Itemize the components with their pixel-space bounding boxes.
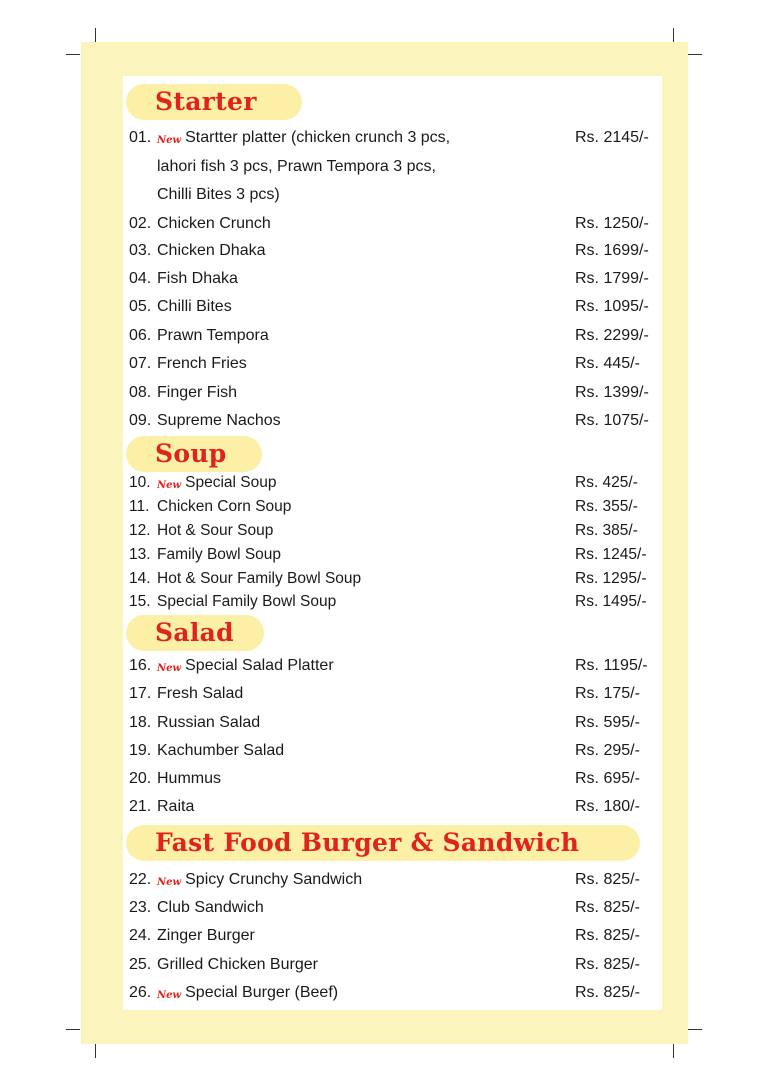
item-name: Russian Salad [157, 714, 261, 731]
item-price: Rs. 1095/- [575, 298, 649, 315]
item-price: Rs. 355/- [575, 498, 638, 515]
item-name: Fresh Salad [157, 685, 244, 702]
item-name: Grilled Chicken Burger [157, 956, 318, 973]
section-title: Starter [155, 87, 257, 116]
item-price: Rs. 825/- [575, 956, 640, 973]
item-price: Rs. 1399/- [575, 384, 649, 401]
crop-mark [95, 1044, 96, 1058]
item-name: Zinger Burger [157, 927, 255, 944]
section-title: Fast Food Burger & Sandwich [155, 828, 580, 857]
item-price: Rs. 2299/- [575, 327, 649, 344]
item-name: Raita [157, 798, 195, 815]
item-number: 02. [129, 215, 152, 232]
item-number: 05. [129, 298, 152, 315]
section-title: Salad [155, 618, 234, 647]
new-badge: New [157, 663, 182, 674]
item-number: 06. [129, 327, 152, 344]
new-badge: New [157, 135, 182, 146]
item-name: New Spicy Crunchy Sandwich [157, 871, 363, 888]
item-number: 07. [129, 355, 152, 372]
item-price: Rs. 175/- [575, 685, 640, 702]
crop-mark [95, 28, 96, 42]
item-name: Finger Fish [157, 384, 238, 401]
item-number: 16. [129, 657, 152, 674]
item-number: 22. [129, 871, 152, 888]
item-number: 15. [129, 593, 151, 610]
crop-mark [688, 1029, 702, 1030]
item-price: Rs. 825/- [575, 871, 640, 888]
item-number: 03. [129, 242, 152, 259]
item-number: 26. [129, 984, 152, 1001]
item-number: 18. [129, 714, 152, 731]
item-price: Rs. 1075/- [575, 412, 649, 429]
item-number: 08. [129, 384, 152, 401]
item-number: 17. [129, 685, 152, 702]
item-price: Rs. 825/- [575, 984, 640, 1001]
new-badge: New [157, 480, 182, 491]
item-name: New Special Soup [157, 474, 277, 491]
item-name: Club Sandwich [157, 899, 264, 916]
item-number: 14. [129, 570, 151, 587]
item-number: 11. [129, 498, 150, 515]
item-name: Prawn Tempora [157, 327, 269, 344]
item-name: Chicken Crunch [157, 215, 271, 232]
crop-mark [688, 54, 702, 55]
item-number: 01. [129, 129, 152, 146]
item-price: Rs. 1195/- [575, 657, 648, 674]
item-price: Rs. 825/- [575, 899, 640, 916]
item-number: 12. [129, 522, 151, 539]
item-price: Rs. 1245/- [575, 546, 647, 563]
item-price: Rs. 385/- [575, 522, 638, 539]
item-price: Rs. 180/- [575, 798, 640, 815]
item-number: 24. [129, 927, 152, 944]
item-price: Rs. 425/- [575, 474, 638, 491]
item-name: New Special Burger (Beef) [157, 984, 339, 1001]
item-number: 10. [129, 474, 151, 491]
crop-mark [673, 1044, 674, 1058]
item-price: Rs. 1295/- [575, 570, 647, 587]
item-price: Rs. 1250/- [575, 215, 649, 232]
item-price: Rs. 445/- [575, 355, 640, 372]
item-name: Chicken Corn Soup [157, 498, 292, 515]
crop-mark [66, 54, 80, 55]
crop-mark [673, 28, 674, 42]
item-name: Chilli Bites [157, 298, 232, 315]
new-badge: New [157, 990, 182, 1001]
item-number: 04. [129, 270, 152, 287]
item-number: 19. [129, 742, 152, 759]
item-name-line: Chilli Bites 3 pcs) [157, 186, 280, 203]
item-number: 25. [129, 956, 152, 973]
item-price: Rs. 595/- [575, 714, 640, 731]
item-name: Hot & Sour Family Bowl Soup [157, 570, 362, 587]
item-number: 13. [129, 546, 151, 563]
crop-mark [66, 1029, 80, 1030]
item-number: 20. [129, 770, 152, 787]
item-name: Chicken Dhaka [157, 242, 266, 259]
item-number: 21. [129, 798, 152, 815]
item-price: Rs. 1699/- [575, 242, 649, 259]
item-name: Hot & Sour Soup [157, 522, 274, 539]
section-title: Soup [155, 439, 227, 468]
item-name-line: lahori fish 3 pcs, Prawn Tempora 3 pcs, [157, 158, 436, 175]
item-name: Special Family Bowl Soup [157, 593, 337, 610]
item-price: Rs. 2145/- [575, 129, 649, 146]
item-price: Rs. 1495/- [575, 593, 647, 610]
item-number: 23. [129, 899, 152, 916]
item-name: Fish Dhaka [157, 270, 238, 287]
item-name: New Special Salad Platter [157, 657, 334, 674]
new-badge: New [157, 877, 182, 888]
item-name: Supreme Nachos [157, 412, 281, 429]
item-price: Rs. 295/- [575, 742, 640, 759]
item-name: French Fries [157, 355, 247, 372]
item-number: 09. [129, 412, 152, 429]
item-price: Rs. 825/- [575, 927, 640, 944]
item-name: Hummus [157, 770, 222, 787]
item-price: Rs. 695/- [575, 770, 640, 787]
item-name: Family Bowl Soup [157, 546, 282, 563]
item-price: Rs. 1799/- [575, 270, 649, 287]
item-name: New Startter platter (chicken crunch 3 pcs, [157, 129, 451, 146]
item-name: Kachumber Salad [157, 742, 285, 759]
